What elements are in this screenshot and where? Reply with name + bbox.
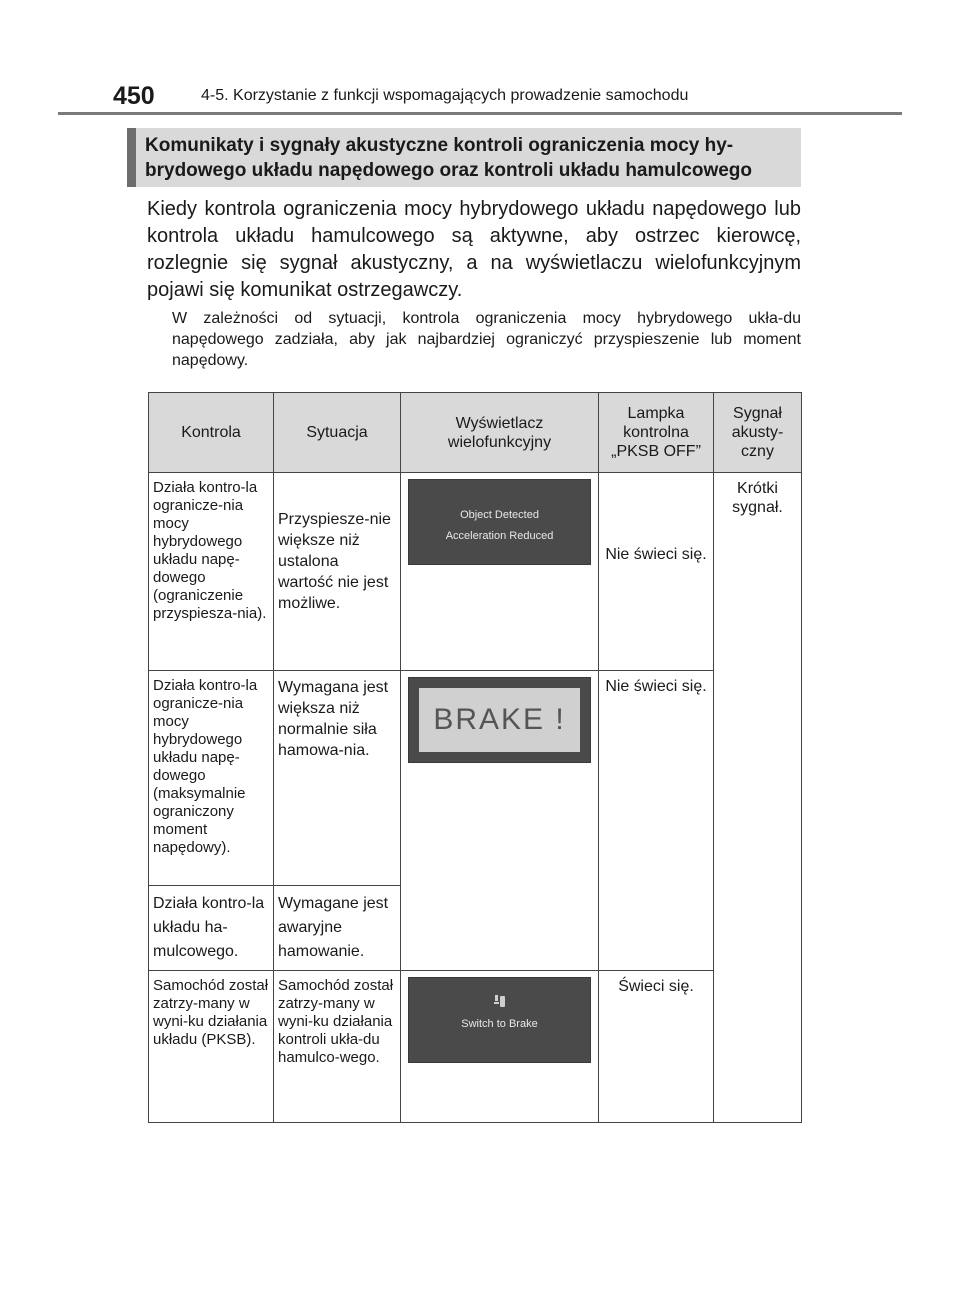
situation-cell: Wymagana jest większa niż normalnie siła hamowa-nia. xyxy=(274,671,401,886)
situation-cell: Wymagane jest awaryjne hamowanie. xyxy=(274,886,401,971)
col-header-situation: Sytuacja xyxy=(274,393,401,473)
control-cell: Działa kontro-la układu ha-mulcowego. xyxy=(149,886,274,971)
situation-cell: Samochód został zatrzy-many w wyni-ku działania kontroli ukła-du hamulco-wego. xyxy=(274,971,401,1123)
brake-warning-text: BRAKE ! xyxy=(419,688,580,752)
table-row xyxy=(149,971,802,1123)
table-header-row xyxy=(149,393,802,473)
sound-cell: Krótki sygnał. xyxy=(714,473,802,1123)
note-paragraph: W zależności od sytuacji, kontrola ograniczenia mocy hybrydowego ukła-du napędowego zadziała, aby jak najbardziej ograniczyć przyspieszenie lub moment napędowy. xyxy=(172,310,801,369)
lamp-cell: Nie świeci się. xyxy=(599,671,714,971)
display-cell xyxy=(401,671,599,971)
col-header-control: Kontrola xyxy=(149,393,274,473)
col-header-display: Wyświetlacz wielofunkcyjny xyxy=(401,393,599,473)
section-title xyxy=(127,128,801,187)
display-screen-brake xyxy=(408,677,591,763)
foot-to-brake-icon xyxy=(409,992,590,1016)
display-screen-switch xyxy=(408,977,591,1063)
table-row xyxy=(149,473,802,671)
display-screen-acceleration xyxy=(408,479,591,565)
lamp-cell: Świeci się. xyxy=(599,971,714,1123)
table-row xyxy=(149,671,802,886)
page-header xyxy=(113,82,903,116)
control-cell: Działa kontro-la ogranicze-nia mocy hybrydowego układu napę-dowego (maksymalnie ograniczony moment napędowy). xyxy=(149,671,274,886)
display-text-line2: Acceleration Reduced xyxy=(445,530,554,542)
display-text-switch: Switch to Brake xyxy=(461,1018,538,1030)
situation-cell: Przyspiesze-nie większe niż ustalona wartość nie jest możliwe. xyxy=(274,473,401,671)
section-title-line1: Komunikaty i sygnały akustyczne kontroli ograniczenia mocy hy- xyxy=(145,135,734,156)
display-cell xyxy=(401,971,599,1123)
page-number: 450 xyxy=(113,82,155,110)
messages-table xyxy=(148,392,802,1123)
intro-paragraph: Kiedy kontrola ograniczenia mocy hybrydowego układu napędowego lub kontrola układu hamulcowego są aktywne, aby ostrzec kierowcę, rozlegnie się sygnał akustyczny, a na wyświetlaczu wielofunkcyjnym pojawi się komunikat ostrzegawczy. xyxy=(147,198,801,301)
header-rule xyxy=(58,112,902,115)
col-header-sound: Sygnał akusty-czny xyxy=(714,393,802,473)
col-header-lamp: Lampka kontrolna „PKSB OFF” xyxy=(599,393,714,473)
control-cell: Działa kontro-la ogranicze-nia mocy hybrydowego układu napę-dowego (ograniczenie przyspiesza-nia). xyxy=(149,473,274,671)
display-cell xyxy=(401,473,599,671)
chapter-title: 4-5. Korzystanie z funkcji wspomagających prowadzenie samochodu xyxy=(201,87,689,104)
lamp-cell: Nie świeci się. xyxy=(599,473,714,671)
display-text-line1: Object Detected xyxy=(460,509,539,521)
control-cell: Samochód został zatrzy-many w wyni-ku działania układu (PKSB). xyxy=(149,971,274,1123)
section-title-line2: brydowego układu napędowego oraz kontroli układu hamulcowego xyxy=(145,160,752,181)
